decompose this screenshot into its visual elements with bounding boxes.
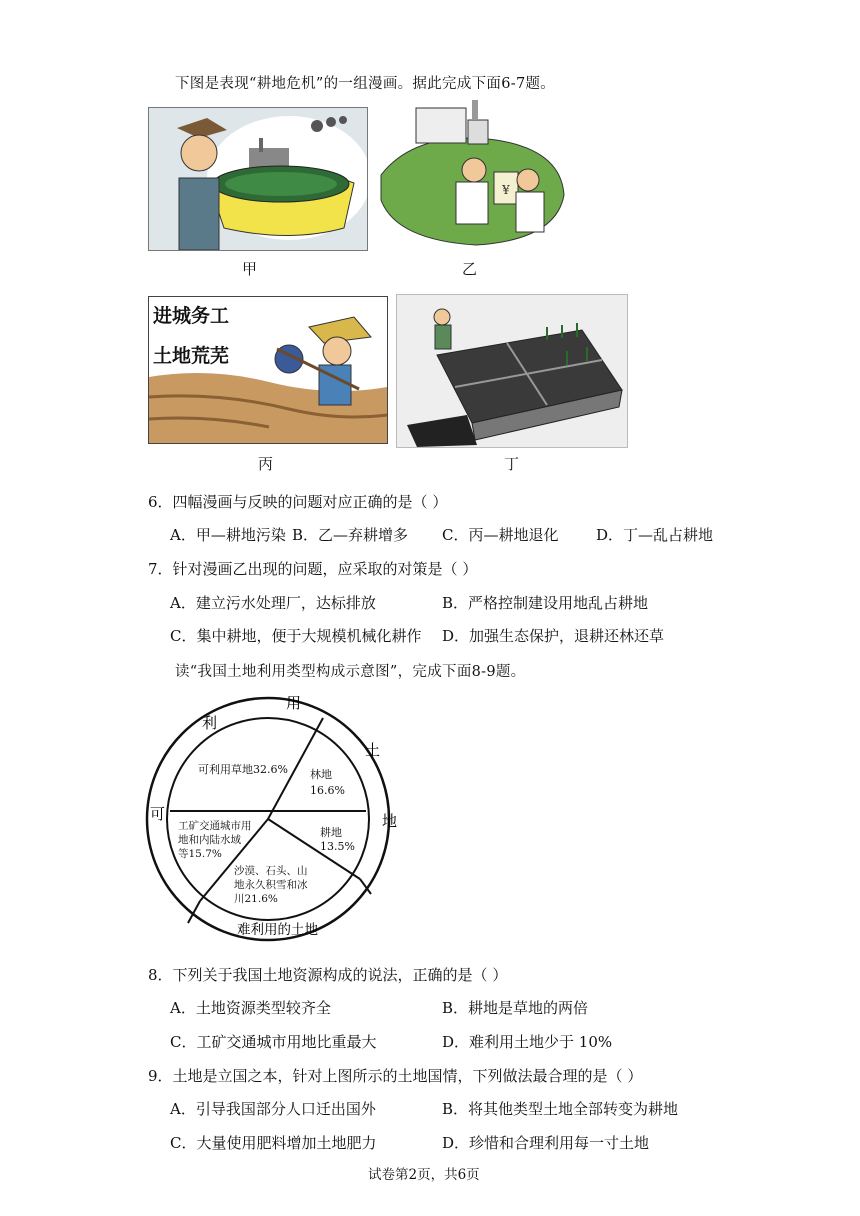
slice-label-desert-glacier-line: 川21.6% xyxy=(234,893,278,905)
q9-option-b: B．将其他类型土地全部转变为耕地 xyxy=(442,1100,679,1118)
q6-stem: 6．四幅漫画与反映的问题对应正确的是（ ） xyxy=(148,493,448,511)
q9-stem: 9．土地是立国之本，针对上图所示的土地国情，下列做法最合理的是（ ） xyxy=(148,1067,643,1085)
slice-label-grassland-line: 可利用草地32.6% xyxy=(198,763,288,776)
slice-labels xyxy=(178,762,355,905)
q9-option-d: D．珍惜和合理利用每一寸土地 xyxy=(442,1134,650,1152)
slice-label-farmland-line: 13.5% xyxy=(320,840,355,853)
cartoon-ding-drawing xyxy=(397,295,627,447)
slice-label-desert-glacier-line: 沙漠、石头、山 xyxy=(234,865,308,877)
cartoon-bing xyxy=(148,296,388,444)
q6-option-c: C．丙—耕地退化 xyxy=(442,526,559,544)
q7-option-d: D．加强生态保护，退耕还林还草 xyxy=(442,627,665,645)
ring-label-bottom: 难利用的土地 xyxy=(237,922,318,938)
slice-label-industrial-urban-water xyxy=(178,819,252,860)
slice-label-forest-line: 林地 xyxy=(310,768,332,781)
svg-text:¥: ¥ xyxy=(502,183,510,197)
q7-option-b: B．严格控制建设用地乱占耕地 xyxy=(442,594,649,612)
q8-option-b: B．耕地是草地的两倍 xyxy=(442,999,589,1017)
ring-label-ke: 可 xyxy=(150,805,166,823)
ring-label-yong: 用 xyxy=(286,694,302,712)
q7-option-c: C．集中耕地，便于大规模机械化耕作 xyxy=(170,627,422,645)
cartoon-jia-drawing xyxy=(149,108,367,250)
caption-bing: 丙 xyxy=(258,455,274,473)
cartoon-yi-drawing xyxy=(376,100,568,250)
bing-text-line1: 进城务工 xyxy=(153,305,230,327)
slice-label-farmland xyxy=(320,825,355,853)
intro-text-1: 下图是表现“耕地危机”的一组漫画。据此完成下面6-7题。 xyxy=(175,76,556,92)
slice-label-forest xyxy=(310,767,345,797)
page-footer: 试卷第2页，共6页 xyxy=(368,1167,480,1183)
caption-ding: 丁 xyxy=(504,455,520,473)
slice-label-desert-glacier xyxy=(234,864,308,905)
bing-text-line2: 土地荒芜 xyxy=(153,345,230,367)
q6-option-d: D．丁—乱占耕地 xyxy=(596,526,714,544)
q7-stem: 7．针对漫画乙出现的问题，应采取的对策是（ ） xyxy=(148,560,478,578)
q8-option-d: D．难利用土地少于 10% xyxy=(442,1033,613,1051)
cartoon-ding xyxy=(396,294,628,448)
q6-option-b: B．乙—弃耕增多 xyxy=(292,526,409,544)
caption-yi: 乙 xyxy=(462,260,478,278)
caption-jia: 甲 xyxy=(242,260,258,278)
slice-label-grassland xyxy=(198,762,288,776)
q8-option-a: A．土地资源类型较齐全 xyxy=(170,999,331,1017)
cartoon-yi xyxy=(376,100,568,250)
q9-option-c: C．大量使用肥料增加土地肥力 xyxy=(170,1134,377,1152)
ring-label-di: 地 xyxy=(382,812,398,830)
q9-option-a: A．引导我国部分人口迁出国外 xyxy=(170,1100,376,1118)
land-use-pie-chart xyxy=(140,688,420,950)
slice-label-forest-line: 16.6% xyxy=(310,784,345,797)
slice-label-industrial-urban-water-line: 等15.7% xyxy=(178,848,222,860)
ring-label-tu: 土 xyxy=(365,741,381,759)
q8-option-c: C．工矿交通城市用地比重最大 xyxy=(170,1033,377,1051)
slice-label-farmland-line: 耕地 xyxy=(320,826,342,839)
intro-text-2: 读“我国土地利用类型构成示意图”，完成下面8-9题。 xyxy=(175,664,526,680)
slice-label-industrial-urban-water-line: 地和内陆水域 xyxy=(178,834,241,846)
ring-label-li: 利 xyxy=(202,714,218,732)
slice-label-desert-glacier-line: 地永久积雪和冰 xyxy=(234,879,308,891)
slice-label-industrial-urban-water-line: 工矿交通城市用 xyxy=(178,820,252,832)
q6-option-a: A．甲—耕地污染 xyxy=(170,526,286,544)
q8-stem: 8．下列关于我国土地资源构成的说法，正确的是（ ） xyxy=(148,966,508,984)
cartoon-jia xyxy=(148,107,368,251)
q7-option-a: A．建立污水处理厂，达标排放 xyxy=(170,594,376,612)
